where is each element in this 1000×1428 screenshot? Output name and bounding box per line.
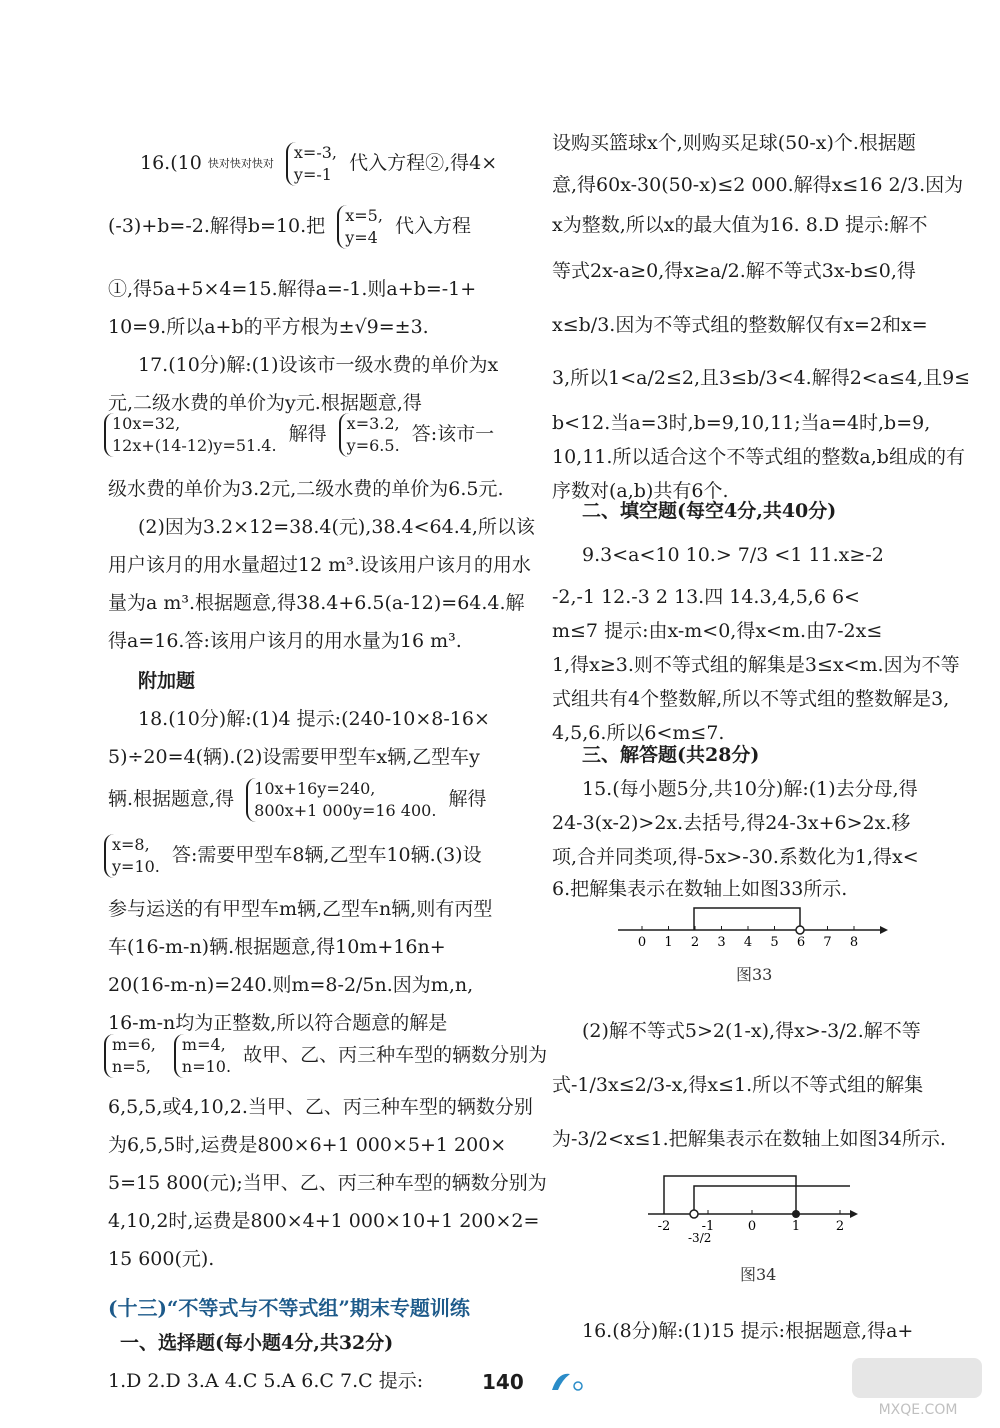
q18-line13: 4,10,2时,运费是800×4+1 000×10+1 200×2= [108, 1210, 540, 1232]
q18-line2: 5)÷20=4(辆).(2)设需要甲型车x辆,乙型车y [108, 746, 480, 768]
number-line-33 [610, 900, 890, 960]
equation-system: 10x=32, 12x+(14-12)y=51.4. [104, 413, 277, 457]
r-line14: 1,得x≥3.则不等式组的解集是3≤x<m.因为不等 [552, 654, 960, 676]
bonus-heading: 附加题 [138, 670, 196, 692]
fill-heading: 二、填空题(每空4分,共40分) [582, 500, 837, 522]
q18-line10: 6,5,5,或4,10,2.当甲、乙、丙三种车型的辆数分别 [108, 1096, 533, 1118]
equation-system: x=8, y=10. [104, 834, 160, 878]
r-line25: 16.(8分)解:(1)15 提示:根据题意,得a+ [582, 1320, 914, 1342]
q18-line5: 参与运送的有甲型车m辆,乙型车n辆,则有丙型 [108, 898, 493, 920]
equation-system: x=-3, y=-1 [286, 142, 337, 186]
tick-label: 0 [637, 935, 647, 950]
r-line4: 等式2x-a≥0,得x≥a/2.解不等式3x-b≤0,得 [552, 260, 916, 282]
tick-label: 7 [823, 935, 832, 950]
section-title: (十三)“不等式与不等式组”期末专题训练 [108, 1296, 470, 1320]
q18-line14: 15 600(元). [108, 1248, 215, 1270]
leaf-logo-icon [548, 1370, 588, 1394]
q17-line7: 量为a m³.根据题意,得38.4+6.5(a-12)=64.4.解 [108, 592, 525, 614]
r-line12: -2,-1 12.-3 2 13.四 14.3,4,5,6 6< [552, 586, 860, 608]
page-number: 140 [482, 1370, 524, 1394]
q18-line12: 5=15 800(元);当甲、乙、丙三种车型的辆数分别为 [108, 1172, 547, 1194]
r-line23: 式-1/3x≤2/3-x,得x≤1.所以不等式组的解集 [552, 1074, 924, 1096]
tick-label: -2 [657, 1219, 671, 1234]
equation-system: x=5, y=4 [337, 205, 383, 249]
q16-line1: 16.(10 快对快对快对 x=-3, y=-1 代入方程②,得4× [140, 143, 498, 184]
q17-line5: (2)因为3.2×12=38.4(元),38.4<64.4,所以该 [138, 516, 535, 538]
svg-text:MXQE.COM: MXQE.COM [878, 1402, 958, 1418]
tick-label: 3 [717, 935, 726, 950]
q18-line1: 18.(10分)解:(1)4 提示:(240-10×8-16× [138, 708, 490, 730]
tick-label: 1 [664, 935, 673, 950]
watermark-logo-icon [848, 1352, 988, 1422]
q18-line8: 16-m-n均为正整数,所以符合题意的解是 [108, 1012, 448, 1034]
q18-line9: m=6, n=5, m=4, n=10. 故甲、乙、丙三种车型的辆数分别为 [104, 1034, 547, 1078]
r-line6: 3,所以1<a/2≤2,且3≤b/3<4.解得2<a≤4,且9≤ [552, 367, 971, 389]
tick-label: -1 [701, 1219, 715, 1234]
r-line7: b<12.当a=3时,b=9,10,11;当a=4时,b=9, [552, 412, 931, 434]
svg-text:-3/2: -3/2 [688, 1231, 712, 1245]
q17-line6: 用户该月的用水量超过12 m³.设该用户该月的用水 [108, 554, 531, 576]
tick-label: 2 [690, 935, 700, 950]
equation-system: 10x+16y=240, 800x+1 000y=16 400. [246, 778, 436, 822]
r-line19: 24-3(x-2)>2x.去括号,得24-3x+6>2x.移 [552, 812, 911, 834]
equation-system: x=3.2, y=6.5. [339, 413, 400, 457]
q17-line8: 得a=16.答:该用户该月的用水量为16 m³. [108, 630, 462, 652]
q18-line6: 车(16-m-n)辆.根据题意,得10m+16n+ [108, 936, 446, 958]
q18-line3: 辆.根据题意,得 10x+16y=240, 800x+1 000y=16 400. 解得 [108, 779, 487, 820]
r-line1: 设购买篮球x个,则购买足球(50-x)个.根据题 [552, 132, 916, 154]
equation-system: m=6, n=5, [104, 1034, 156, 1078]
r-line8: 10,11.所以适合这个不等式组的整数a,b组成的有 [552, 446, 965, 468]
r-line18: 15.(每小题5分,共10分)解:(1)去分母,得 [582, 778, 918, 800]
r-line9: 序数对(a,b)共有6个. [552, 480, 729, 502]
r-line13: m≤7 提示:由x-m<0,得x<m.由7-2x≤ [552, 620, 883, 642]
tick-label: 5 [770, 935, 779, 950]
tick-label: 2 [835, 1219, 845, 1234]
stamp-overlay: 快对快对快对 [207, 157, 274, 170]
r-line20: 项,合并同类项,得-5x>-30.系数化为1,得x< [552, 846, 919, 868]
r-line16: 4,5,6.所以6<m≤7. [552, 722, 725, 744]
q18-line7: 20(16-m-n)=240.则m=8-2/5n.因为m,n, [108, 974, 474, 996]
equation-system: m=4, n=10. [174, 1034, 231, 1078]
r-line5: x≤b/3.因为不等式组的整数解仅有x=2和x= [552, 314, 928, 336]
tick-label: 1 [791, 1219, 801, 1234]
r-line15: 式组共有4个整数解,所以不等式组的整数解是3, [552, 688, 950, 710]
tick-label: 0 [747, 1219, 757, 1234]
number-line-34 [640, 1172, 870, 1248]
tick-label: 4 [743, 935, 753, 950]
r-line3: x为整数,所以x的最大值为16. 8.D 提示:解不 [552, 214, 928, 236]
q17-line2: 元,二级水费的单价为y元.根据题意,得 [108, 392, 422, 414]
q18-line11: 为6,5,5时,运费是800×6+1 000×5+1 200× [108, 1134, 507, 1156]
q16-line2: (-3)+b=-2.解得b=10.把 x=5, y=4 代入方程 [108, 206, 471, 247]
figure-34-caption: 图34 [740, 1265, 777, 1284]
tick-label: 8 [849, 935, 859, 950]
q18-line4: x=8, y=10. 答:需要甲型车8辆,乙型车10辆.(3)设 [104, 834, 482, 878]
q17-line4: 级水费的单价为3.2元,二级水费的单价为6.5元. [108, 478, 504, 500]
r-line22: (2)解不等式5>2(1-x),得x>-3/2.解不等 [582, 1020, 921, 1042]
choice-heading: 一、选择题(每小题4分,共32分) [120, 1332, 394, 1354]
q16-line4: 10=9.所以a+b的平方根为±√9=±3. [108, 316, 429, 338]
figure-33-caption: 图33 [736, 965, 773, 984]
q16-line3: ①,得5a+5×4=15.解得a=-1.则a+b=-1+ [108, 278, 477, 300]
r-line21: 6.把解集表示在数轴上如图33所示. [552, 878, 848, 900]
r-line11: 9.3<a<10 10.> 7/3 <1 11.x≥-2 [582, 544, 884, 566]
solve-heading: 三、解答题(共28分) [582, 744, 760, 766]
r-line24: 为-3/2<x≤1.把解集表示在数轴上如图34所示. [552, 1128, 946, 1150]
choice-answers: 1.D 2.D 3.A 4.C 5.A 6.C 7.C 提示: [108, 1370, 424, 1392]
tick-label: 6 [796, 935, 806, 950]
q17-line1: 17.(10分)解:(1)设该市一级水费的单价为x [138, 354, 499, 376]
q17-line3: 10x=32, 12x+(14-12)y=51.4. 解得 x=3.2, y=6.5. 答:该市一 [104, 413, 494, 457]
r-line2: 意,得60x-30(50-x)≤2 000.解得x≤16 2/3.因为 [552, 174, 964, 196]
